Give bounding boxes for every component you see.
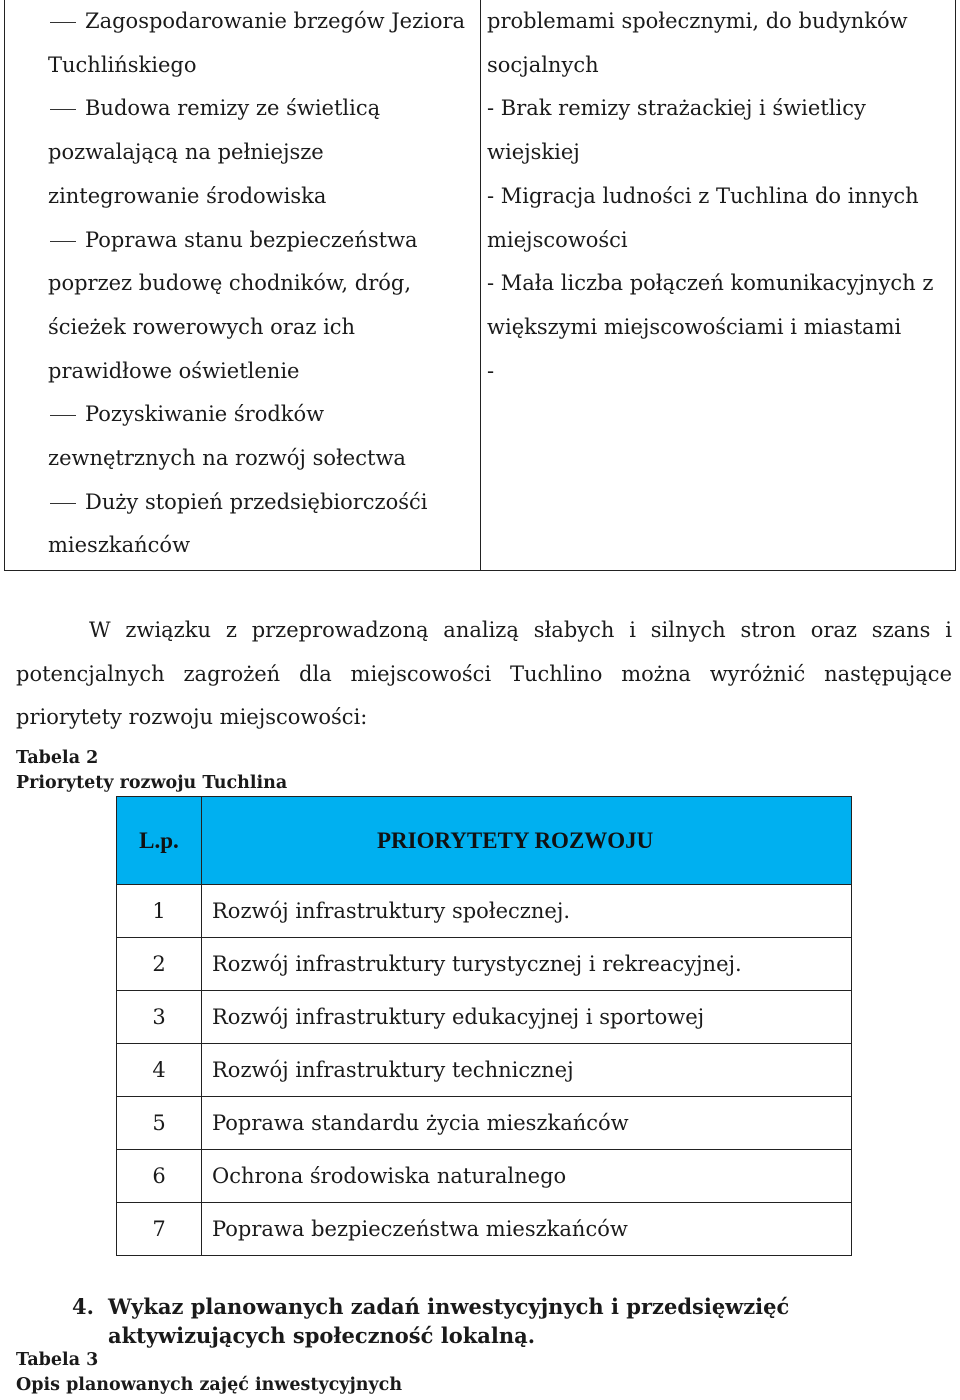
row-priority: Rozwój infrastruktury turystycznej i rekreacyjnej. bbox=[202, 938, 852, 991]
table-row bbox=[117, 1097, 852, 1150]
list-item: socjalnych bbox=[487, 52, 599, 77]
row-number: 7 bbox=[117, 1203, 202, 1256]
list-item: - Mała liczba połączeń komunikacyjnych z bbox=[487, 271, 934, 296]
header-lp: L.p. bbox=[117, 797, 202, 885]
paragraph-line: potencjalnych zagrożeń dla miejscowości Tuchlino można wyróżnić następujące bbox=[16, 661, 952, 686]
table-row bbox=[117, 1150, 852, 1203]
list-item: - bbox=[487, 358, 495, 383]
table-row bbox=[117, 938, 852, 991]
row-priority: Poprawa bezpieczeństwa mieszkańców bbox=[202, 1203, 852, 1256]
intro-paragraph bbox=[16, 609, 952, 740]
column-divider bbox=[480, 0, 481, 570]
list-item: - Migracja ludności z Tuchlina do innych bbox=[487, 183, 919, 208]
list-item: wiejskiej bbox=[487, 140, 580, 165]
list-item: miejscowości bbox=[487, 227, 628, 252]
row-number: 4 bbox=[117, 1044, 202, 1097]
list-item-continuation: Tuchlińskiego bbox=[48, 52, 197, 77]
list-item-continuation: zewnętrznych na rozwój sołectwa bbox=[48, 446, 406, 471]
row-priority: Poprawa standardu życia mieszkańców bbox=[202, 1097, 852, 1150]
row-number: 3 bbox=[117, 991, 202, 1044]
row-priority: Rozwój infrastruktury edukacyjnej i sportowej bbox=[202, 991, 852, 1044]
table-row bbox=[117, 1203, 852, 1256]
list-item-continuation: zintegrowanie środowiska bbox=[48, 183, 327, 208]
list-item-continuation: poprzez budowę chodników, dróg, bbox=[48, 271, 411, 296]
table-row bbox=[117, 885, 852, 938]
list-item: większymi miejscowościami i miastami bbox=[487, 314, 902, 339]
paragraph-line: W związku z przeprowadzoną analizą słabych i silnych stron oraz szans i bbox=[89, 618, 952, 642]
table-row bbox=[117, 1044, 852, 1097]
row-priority: Rozwój infrastruktury technicznej bbox=[202, 1044, 852, 1097]
table2-label: Tabela 2 bbox=[16, 748, 99, 768]
section-number: 4. bbox=[72, 1294, 94, 1319]
list-item-continuation: mieszkańców bbox=[48, 533, 191, 558]
list-item: - Brak remizy strażackiej i świetlicy bbox=[487, 96, 866, 121]
row-number: 6 bbox=[117, 1150, 202, 1203]
list-item: problemami społecznymi, do budynków bbox=[487, 9, 908, 33]
table2-title: Priorytety rozwoju Tuchlina bbox=[16, 773, 288, 793]
section-title-line: aktywizujących społeczność lokalną. bbox=[108, 1323, 536, 1348]
row-number: 1 bbox=[117, 885, 202, 938]
list-item-dashed: Budowa remizy ze świetlicą bbox=[48, 87, 468, 131]
header-priorities: PRIORYTETY ROZWOJU bbox=[202, 797, 852, 885]
row-priority: Ochrona środowiska naturalnego bbox=[202, 1150, 852, 1203]
list-item-continuation: ścieżek rowerowych oraz ich bbox=[48, 314, 356, 339]
list-item-dashed: Duży stopień przedsiębiorczośći bbox=[48, 481, 468, 525]
table-row bbox=[117, 991, 852, 1044]
section-4-heading bbox=[72, 1292, 872, 1350]
list-item-dashed: Poprawa stanu bezpieczeństwa bbox=[48, 219, 468, 263]
list-item-dashed: Pozyskiwanie środków bbox=[48, 393, 468, 437]
row-number: 5 bbox=[117, 1097, 202, 1150]
priorities-table bbox=[116, 796, 852, 1256]
list-item-dashed: Zagospodarowanie brzegów Jeziora bbox=[48, 0, 468, 44]
row-priority: Rozwój infrastruktury społecznej. bbox=[202, 885, 852, 938]
list-item-continuation: pozwalającą na pełniejsze bbox=[48, 140, 324, 165]
row-number: 2 bbox=[117, 938, 202, 991]
threats-column bbox=[487, 0, 947, 393]
list-item-continuation: prawidłowe oświetlenie bbox=[48, 358, 300, 383]
section-title-line: Wykaz planowanych zadań inwestycyjnych i przedsięwzięć bbox=[108, 1294, 790, 1319]
table3-title: Opis planowanych zajęć inwestycyjnych bbox=[16, 1375, 403, 1395]
paragraph-line: priorytety rozwoju miejscowości: bbox=[16, 705, 368, 729]
strengths-column bbox=[48, 0, 468, 568]
table3-label: Tabela 3 bbox=[16, 1350, 99, 1370]
table-header-row bbox=[117, 797, 852, 885]
